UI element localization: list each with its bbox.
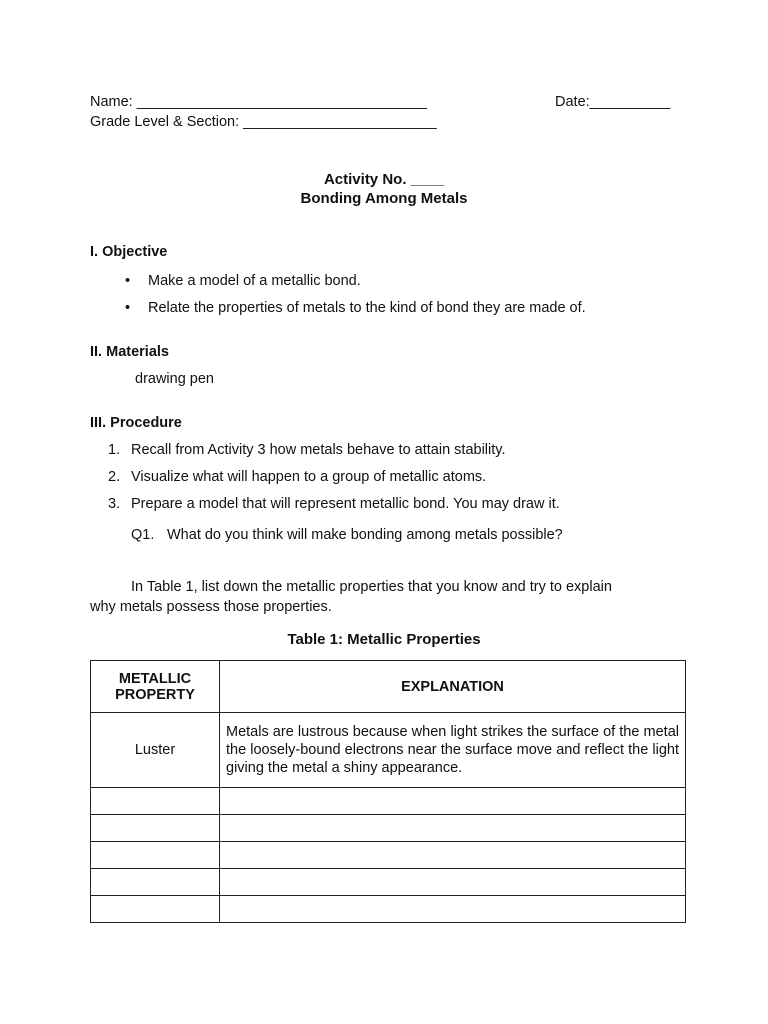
table-row-empty [91, 869, 686, 896]
header-metallic-property [91, 661, 220, 713]
header-explanation: EXPLANATION [220, 661, 686, 713]
objective-bullet-icon: • [125, 273, 131, 289]
table-row [91, 713, 686, 788]
instructions-line: In Table 1, list down the metallic properties that you know and try to explain [131, 579, 612, 595]
explanation-cell-empty[interactable] [220, 842, 686, 869]
activity-label: Activity No. [323, 171, 411, 188]
property-cell-empty[interactable] [91, 815, 220, 842]
procedure-heading: III. Procedure [90, 415, 182, 431]
name-field-line: Name: ____________________________________ [90, 94, 428, 110]
question-label: Q1. [131, 527, 155, 543]
table-row-empty [91, 896, 686, 923]
question-text: What do you think will make bonding among metals possible? [167, 527, 563, 543]
activity-number-blank: ____ [410, 171, 445, 188]
property-cell-empty[interactable] [91, 788, 220, 815]
objective-heading: I. Objective [90, 244, 168, 260]
table-row-empty [91, 842, 686, 869]
activity-title [0, 171, 768, 188]
property-cell-empty[interactable] [91, 869, 220, 896]
grade-section-field-line: Grade Level & Section: ________________________ [90, 114, 437, 130]
procedure-step-number: 1. [108, 442, 121, 458]
procedure-step-text: Prepare a model that will represent metallic bond. You may draw it. [131, 496, 560, 512]
property-cell-empty[interactable] [91, 842, 220, 869]
table-row-empty [91, 815, 686, 842]
property-cell: Luster [91, 713, 220, 788]
table-header-row [91, 661, 686, 713]
table-row-empty [91, 788, 686, 815]
materials-item: drawing pen [135, 371, 214, 387]
header-metallic-property-line: PROPERTY [115, 686, 195, 703]
explanation-cell-empty[interactable] [220, 896, 686, 923]
instructions-line: why metals possess those properties. [90, 599, 332, 615]
activity-subtitle: Bonding Among Metals [300, 190, 468, 207]
property-cell-empty[interactable] [91, 896, 220, 923]
objective-bullet-icon: • [125, 300, 131, 316]
procedure-step-text: Visualize what will happen to a group of metallic atoms. [131, 469, 487, 485]
procedure-step-number: 2. [108, 469, 121, 485]
objective-item: Relate the properties of metals to the kind of bond they are made of. [148, 300, 586, 316]
metallic-properties-table [90, 660, 686, 923]
explanation-cell: Metals are lustrous because when light strikes the surface of the metal the loosely-bound electrons near the surface move and reflect the light giving the metal a shiny appearance. [220, 713, 686, 788]
procedure-step-number: 3. [108, 496, 121, 512]
explanation-cell-empty[interactable] [220, 815, 686, 842]
procedure-step-text: Recall from Activity 3 how metals behave to attain stability. [131, 442, 506, 458]
objective-item: Make a model of a metallic bond. [148, 273, 361, 289]
header-metallic-property-line: METALLIC [118, 670, 192, 687]
materials-heading: II. Materials [90, 344, 169, 360]
date-field-line: Date:__________ [555, 94, 671, 110]
explanation-cell-empty[interactable] [220, 788, 686, 815]
table-caption: Table 1: Metallic Properties [287, 631, 481, 648]
explanation-cell-empty[interactable] [220, 869, 686, 896]
